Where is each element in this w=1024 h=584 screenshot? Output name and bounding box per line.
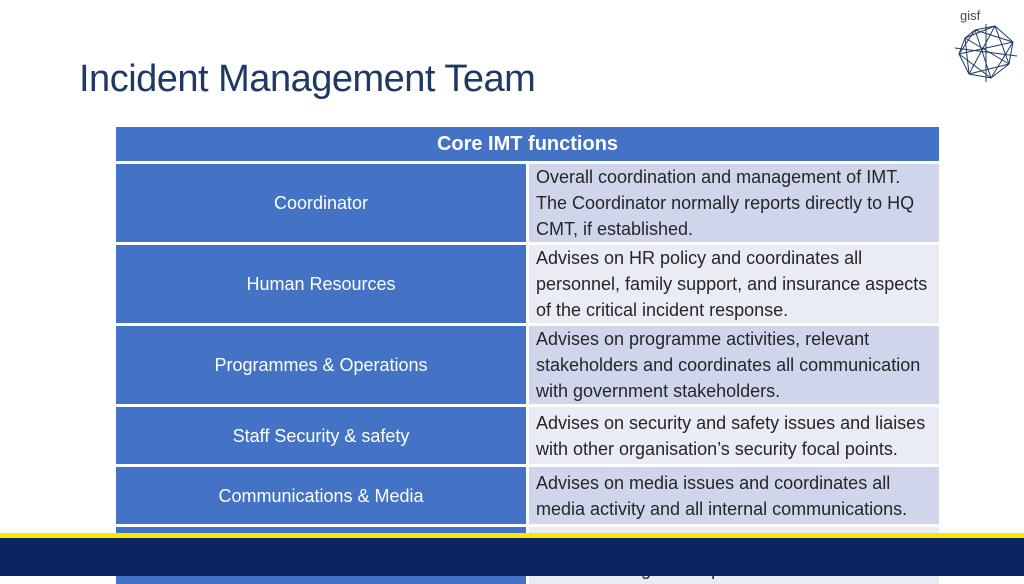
table-row <box>116 406 939 466</box>
role-cell: Human Resources <box>116 244 528 325</box>
role-cell: Staff Security & safety <box>116 406 528 466</box>
network-logo-icon <box>955 24 1017 82</box>
table-row <box>116 466 939 526</box>
description-cell: Advises on HR policy and coordinates all personnel, family support, and insurance aspects of the critical incident response. <box>528 244 940 325</box>
description-cell: Advises on media issues and coordinates all media activity and all internal communications. <box>528 466 940 526</box>
description-cell: Advises on programme activities, relevant stakeholders and coordinates all communication with government stakeholders. <box>528 325 940 406</box>
table-row <box>116 244 939 325</box>
gisf-logo <box>955 6 1017 82</box>
footer-bar <box>0 538 1024 576</box>
role-cell: Communications & Media <box>116 466 528 526</box>
table-row <box>116 163 939 244</box>
description-cell: Overall coordination and management of IMT. The Coordinator normally reports directly to HQ CMT, if established. <box>528 163 940 244</box>
slide-title: Incident Management Team <box>79 58 535 101</box>
table-header: Core IMT functions <box>116 127 939 163</box>
description-cell: Advises on security and safety issues and liaises with other organisation’s security focal points. <box>528 406 940 466</box>
core-imt-functions-table <box>116 127 939 584</box>
role-cell: Programmes & Operations <box>116 325 528 406</box>
logo-text: gisf <box>960 8 980 23</box>
table-row <box>116 325 939 406</box>
role-cell: Coordinator <box>116 163 528 244</box>
